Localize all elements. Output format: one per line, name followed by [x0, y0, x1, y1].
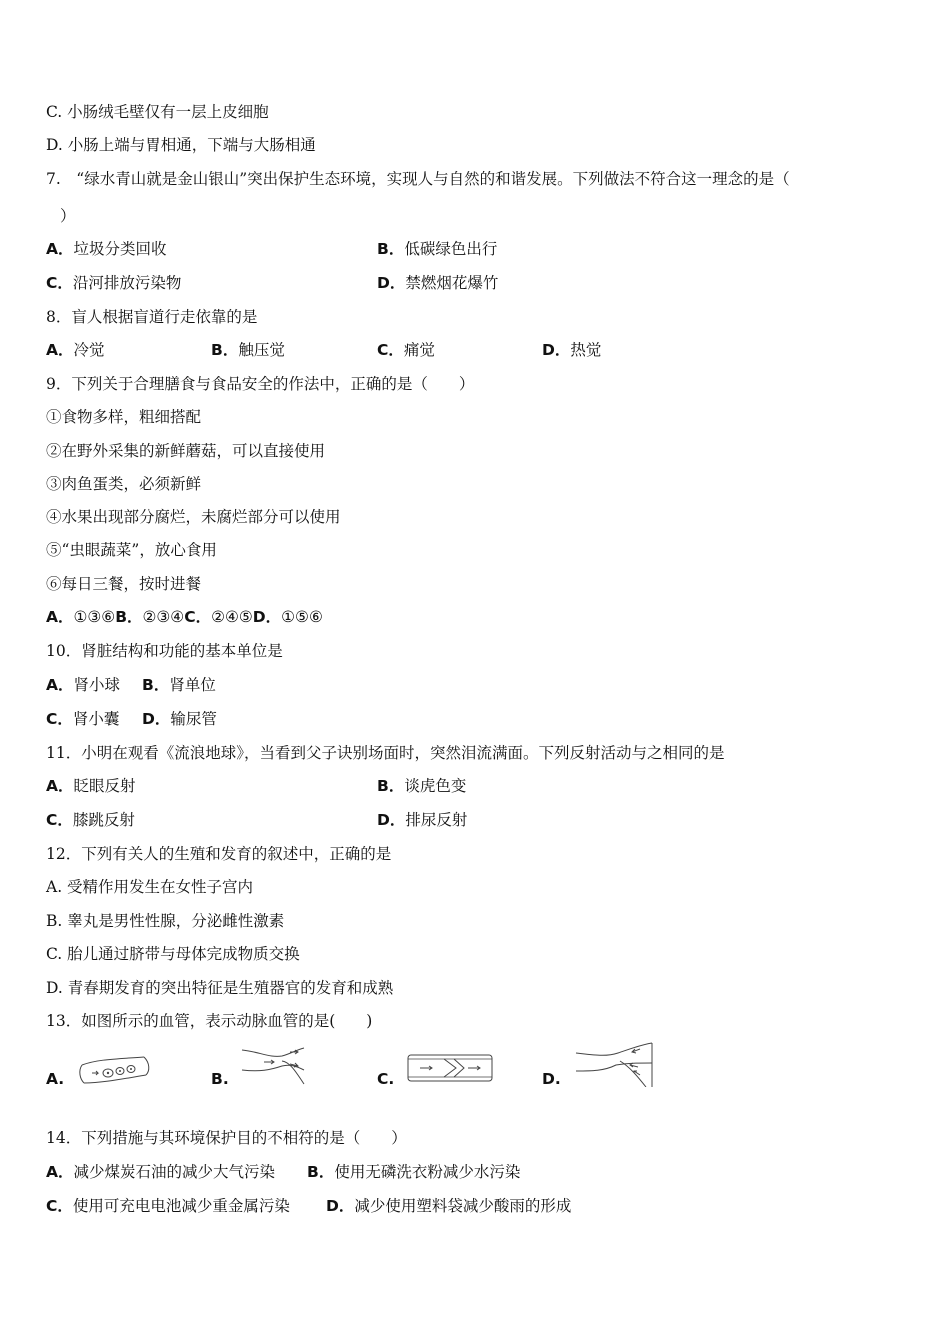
q7-stem-end: ） [60, 207, 76, 225]
option-text: 热觉 [570, 341, 602, 359]
option-text: 垃圾分类回收 [73, 240, 167, 258]
q9-stem: 9．下列关于合理膳食与食品安全的作法中，正确的是（ ） [46, 375, 475, 393]
q12-stem: 12．下列有关人的生殖和发育的叙述中，正确的是 [46, 845, 392, 863]
q9-item-1: ①食物多样，粗细搭配 [46, 408, 202, 426]
option-label: A. [46, 1070, 65, 1088]
option-label: D． [542, 341, 571, 359]
q12-option-a: A. 受精作用发生在女性子宫内 [46, 878, 254, 896]
option-label: D． [326, 1197, 355, 1215]
option-text: 膝跳反射 [72, 811, 135, 829]
q12-option-b: B. 睾丸是男性性腺，分泌雌性激素 [46, 912, 285, 930]
option-label: C． [46, 274, 73, 292]
option-label: B． [377, 240, 405, 258]
option-label: A． [46, 1163, 74, 1181]
q10-option-c [46, 709, 119, 729]
q7-option-a [46, 239, 167, 259]
capillary-figure [78, 1053, 150, 1087]
option-label: D. [542, 1070, 561, 1088]
q6-option-d: D. 小肠上端与胃相通，下端与大肠相通 [46, 136, 316, 154]
q10-stem: 10．肾脏结构和功能的基本单位是 [46, 642, 283, 660]
option-text: 肾小囊 [72, 710, 120, 728]
q9-option-d: ①⑤⑥ [281, 608, 323, 626]
q9-item-4: ④水果出现部分腐烂，未腐烂部分可以使用 [46, 508, 341, 526]
option-label: C． [46, 710, 73, 728]
option-label: B． [211, 341, 239, 359]
q13-option-d-label [542, 1069, 561, 1089]
q9-option-c: ②④⑤ [211, 608, 253, 626]
q13-stem: 13．如图所示的血管，表示动脉血管的是( ) [46, 1012, 373, 1030]
option-label: D． [377, 274, 406, 292]
q13-option-c-label [377, 1069, 394, 1089]
option-label: C． [184, 608, 212, 626]
q8-option-a [46, 340, 105, 360]
q9-option-b: ②③④ [142, 608, 185, 626]
option-text: 排尿反射 [405, 811, 468, 829]
option-text: 使用可充电电池减少重金属污染 [72, 1197, 290, 1215]
option-label: B． [115, 608, 143, 626]
option-label: C. [377, 1070, 395, 1088]
q13-option-a-label [46, 1069, 64, 1089]
option-label: D． [142, 710, 171, 728]
q9-options [46, 607, 323, 627]
option-text: 使用无磷洗衣粉减少水污染 [334, 1163, 521, 1181]
q14-stem: 14．下列措施与其环境保护目的不相符的是（ ） [46, 1129, 407, 1147]
option-text: 输尿管 [170, 710, 217, 728]
option-label: B． [142, 676, 170, 694]
q9-item-6: ⑥每日三餐，按时进餐 [46, 575, 202, 593]
q10-option-d [142, 709, 217, 729]
q11-option-a [46, 776, 136, 796]
q7-option-d [377, 273, 498, 293]
option-label: A． [46, 240, 74, 258]
q12-option-c: C. 胎儿通过脐带与母体完成物质交换 [46, 945, 300, 963]
q9-item-2: ②在野外采集的新鲜蘑菇，可以直接使用 [46, 442, 326, 460]
option-text: 肾单位 [169, 676, 216, 694]
option-label: B． [307, 1163, 335, 1181]
option-text: 触压觉 [238, 341, 285, 359]
q8-option-d [542, 340, 601, 360]
option-label: C． [377, 341, 404, 359]
q7-stem: 7. “绿水青山就是金山银山”突出保护生态环境，实现人与自然的和谐发展。下列做法不符合这一理念的是（ [46, 170, 790, 188]
q8-stem: 8．盲人根据盲道行走依靠的是 [46, 308, 258, 326]
q8-option-b [211, 340, 285, 360]
option-text: 肾小球 [73, 676, 121, 694]
q8-option-c [377, 340, 435, 360]
q14-option-d [326, 1196, 571, 1216]
vein-figure [240, 1044, 306, 1086]
option-label: A． [46, 676, 74, 694]
option-text: 禁燃烟花爆竹 [405, 274, 499, 292]
q9-item-3: ③肉鱼蛋类，必须新鲜 [46, 475, 202, 493]
option-text: 痛觉 [403, 341, 435, 359]
q9-item-5: ⑤“虫眼蔬菜”，放心食用 [46, 541, 217, 559]
option-text: 沿河排放污染物 [72, 274, 182, 292]
option-text: 减少煤炭石油的减少大气污染 [73, 1163, 276, 1181]
q7-option-c [46, 273, 181, 293]
option-label: C． [46, 1197, 73, 1215]
option-text: 眨眼反射 [73, 777, 136, 795]
q14-option-c [46, 1196, 290, 1216]
q7-option-b [377, 239, 497, 259]
option-label: A． [46, 777, 74, 795]
q14-option-a [46, 1162, 275, 1182]
q14-option-b [307, 1162, 520, 1182]
q13-option-b-label [211, 1069, 229, 1089]
option-text: 减少使用塑料袋减少酸雨的形成 [354, 1197, 572, 1215]
option-label: D． [377, 811, 406, 829]
artery-figure [574, 1041, 654, 1087]
q11-option-d [377, 810, 467, 830]
q12-option-d: D. 青春期发育的突出特征是生殖器官的发育和成熟 [46, 979, 394, 997]
q10-option-b [142, 675, 216, 695]
q10-option-a [46, 675, 120, 695]
option-label: A． [46, 341, 74, 359]
option-label: D． [252, 608, 282, 626]
option-label: B． [377, 777, 405, 795]
option-label: A． [46, 608, 74, 626]
q6-option-c: C. 小肠绒毛壁仅有一层上皮细胞 [46, 103, 269, 121]
q11-option-c [46, 810, 135, 830]
valve-vessel-figure [406, 1052, 496, 1084]
q11-option-b [377, 776, 466, 796]
q9-option-a: ①③⑥ [73, 608, 116, 626]
option-label: C． [46, 811, 73, 829]
option-text: 冷觉 [73, 341, 105, 359]
option-text: 低碳绿色出行 [404, 240, 498, 258]
q11-stem: 11．小明在观看《流浪地球》，当看到父子诀别场面时，突然泪流满面。下列反射活动与之相同的是 [46, 744, 725, 762]
option-label: B. [211, 1070, 229, 1088]
option-text: 谈虎色变 [404, 777, 467, 795]
